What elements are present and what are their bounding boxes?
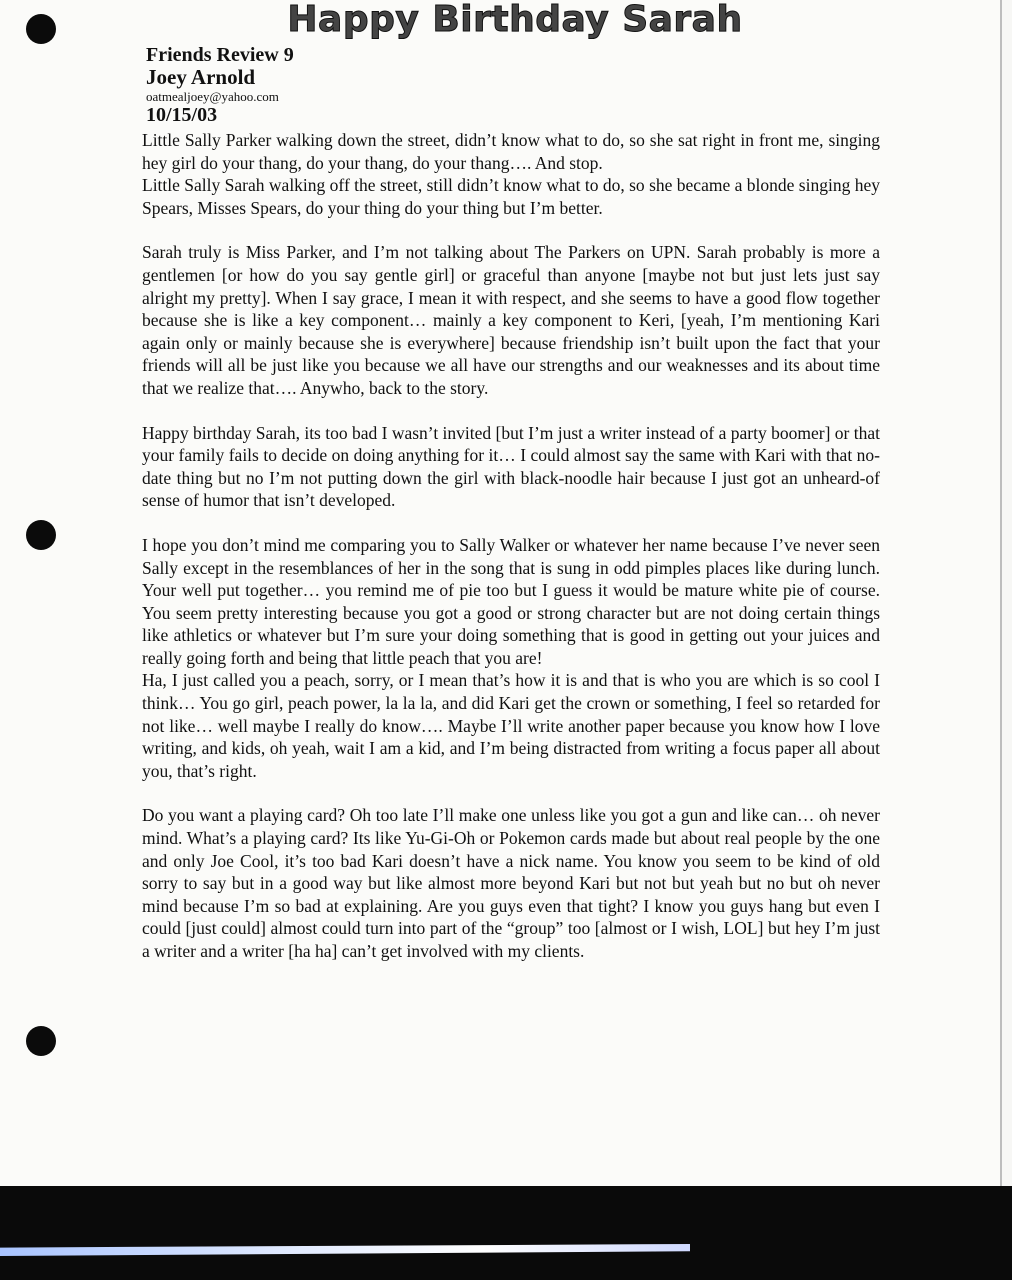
paragraph: Ha, I just called you a peach, sorry, or I mean that’s how it is and that is who you are which is so cool I think… You go girl, peach power, la la la, and did Kari get the crown or something, I feel so retarded for not like… well maybe I really do know…. Maybe I’ll write another paper because you know how I love writing, and kids, oh yeah, wait I am a kid, and I’m being distracted from writing a focus paper all about you, that’s right. — [142, 670, 880, 781]
document-body — [142, 129, 880, 963]
paragraph: Little Sally Parker walking down the street, didn’t know what to do, so she sat right in front me, singing hey girl do your thang, do your thang, do your thang…. And stop. — [142, 130, 880, 173]
author-name: Joey Arnold — [146, 65, 256, 89]
paragraph: I hope you don’t mind me comparing you to Sally Walker or whatever her name because I’ve never seen Sally except in the resemblances of her in the song that is sung in odd pimples places like during lunch. Your well put together… you remind me of pie too but I guess it would be mature white pie of course. You seem pretty interesting because you got a good or strong character but are not doing certain things like athletics or whatever but I’m sure your doing something that is good in getting out your juices and really going forth and being that little peach that you are! — [142, 534, 880, 668]
document-title: Happy Birthday Sarah — [287, 0, 743, 40]
paragraph: Sarah truly is Miss Parker, and I’m not talking about The Parkers on UPN. Sarah probably is more a gentlemen [or how do you say gentle girl] or graceful than anyone [maybe not but just lets just say alright my pretty]. When I say grace, I mean it with respect, and she seems to have a good flow together because she is like a key component… mainly a key component to Keri, [yeah, I’m mentioning Kari again only or mainly because she is everywhere] because friendship isn’t built upon the fact that your friends will all be just like you because we all have our strengths and our weaknesses and its about time that we realize that…. Anywho, back to the story. — [142, 242, 880, 398]
paragraph: Do you want a playing card? Oh too late I’ll make one unless like you got a gun and like can… oh never mind. What’s a playing card? Its like Yu-Gi-Oh or Pokemon cards made but about real people by the one and only Joe Cool, it’s too bad Kari doesn’t have a nick name. You know you seem to be kind of old sorry to say but in a good way but like almost more beyond Kari but not but yeah but no but oh never mind because I’m so bad at explaining. Are you guys even that tight? I know you guys hang but even I could [just could] almost could turn into part of the “group” too [almost or I wish, LOL] but hey I’m just a writer and a writer [ha ha] can’t get involved with my clients. — [142, 805, 880, 961]
document-date: 10/15/03 — [146, 104, 218, 126]
paragraph: Happy birthday Sarah, its too bad I wasn’t invited [but I’m just a writer instead of a party boomer] or that your family fails to decide on doing anything for it… I could almost say the same with Kari with that no-date thing but no I’m not putting down the girl with black-noodle hair because I just got an unheard-of sense of humor that isn’t developed. — [142, 422, 880, 511]
scanner-background — [0, 1186, 1012, 1280]
review-label: Friends Review 9 — [146, 44, 294, 66]
binder-hole-middle — [26, 520, 56, 550]
paragraph: Little Sally Sarah walking off the street, still didn’t know what to do, so she became a blonde singing hey Spears, Misses Spears, do your thing do your thing but I’m better. — [142, 175, 880, 218]
binder-hole-bottom — [26, 1026, 56, 1056]
author-email: oatmealjoey@yahoo.com — [146, 89, 279, 104]
